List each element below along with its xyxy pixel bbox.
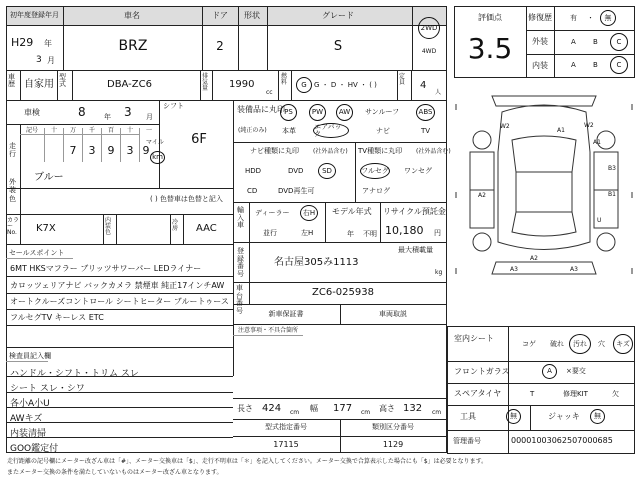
eq-abs-circled: ABS — [416, 104, 435, 121]
category-label: 車歴 — [8, 73, 15, 88]
fuel-label: 燃料 — [281, 73, 288, 86]
inspector-line: GOO鑑定付 — [10, 444, 59, 454]
seat-scratch-circled: キズ — [613, 334, 633, 354]
tv-oneseg: ワンセグ — [404, 167, 432, 175]
model-label: 型式 — [59, 73, 66, 88]
new-car-warranty: 新車保証書 — [268, 310, 304, 318]
import-parallel: 並行 — [263, 229, 277, 237]
inspector-line: AWキズ — [10, 414, 43, 424]
exterior-note: ( ) 色替車は色替と記入 — [150, 195, 223, 203]
score-value: 3.5 — [467, 32, 513, 65]
color-code-label: カラー No. — [7, 217, 20, 236]
sales-point-line: フルセグTV キーレス ETC — [10, 313, 104, 322]
diag-b3: B3 — [608, 165, 616, 172]
inspection-month-unit: 月 — [146, 113, 153, 121]
repair-none-circled: 無 — [600, 10, 616, 26]
diag-u: U — [597, 217, 602, 224]
digit-head-6: 一 — [145, 127, 153, 134]
recycle-label: リサイクル預託金 — [383, 207, 446, 216]
interior-color-label: 内装色 — [105, 217, 112, 236]
digit-head-5: 十 — [126, 127, 134, 134]
eq-aw-circled: AW — [336, 104, 353, 121]
digit-head-2: 万 — [69, 127, 77, 134]
model-year-year: 年 — [347, 230, 354, 238]
model-year-label: モデル年式 — [332, 207, 372, 216]
diag-a3-l: A3 — [510, 266, 518, 273]
import-right-circled: 右H — [300, 205, 318, 221]
glass-a-circled: A — [542, 364, 557, 379]
drive-4wd: 4WD — [421, 48, 437, 55]
capacity-label: 定員 — [399, 73, 406, 86]
grade-label: グレード — [322, 11, 354, 20]
width-value: 177 — [333, 403, 353, 414]
eq-sunroof: サンルーフ — [365, 108, 400, 116]
height-label: 高さ — [379, 404, 395, 413]
eq-pw-circled: PW — [309, 104, 326, 121]
mileage-digit: 9 — [142, 144, 150, 157]
mileage-digit: 3 — [126, 144, 134, 157]
month-value: 3 — [36, 55, 42, 65]
width-label: 幅 — [310, 404, 318, 413]
tv-sub: (社外品含む) — [416, 148, 451, 155]
glass-label: フロントガラス — [454, 367, 510, 376]
import-label: 輸入車 — [237, 206, 244, 230]
shift-label: シフト — [163, 102, 184, 110]
sales-point-line: オートクルーズコントロール シートヒーター ブルートゥース — [10, 297, 229, 306]
recycle-value: 10,180 — [385, 224, 424, 237]
int-grade-b: B — [593, 61, 598, 69]
model-value: DBA-ZC6 — [107, 79, 152, 90]
navi-label: ナビ種類に丸印 — [250, 147, 299, 155]
jack-label: ジャッキ — [548, 412, 580, 421]
category-value: 自家用 — [24, 79, 54, 90]
fuel-options: G ・ D ・ HV ・ ( ) — [314, 81, 377, 89]
digit-head-1: 十 — [50, 127, 58, 134]
spare-kit: 修理KIT — [563, 390, 588, 398]
glass-replace: ×要交 — [566, 367, 586, 375]
inspection-year-unit: 年 — [104, 113, 111, 121]
mileage-digit: 3 — [88, 144, 96, 157]
vehicle-manual: 車両取説 — [379, 310, 407, 318]
tv-fullseg-circled: フルセグ — [360, 163, 390, 179]
ac-label: 冷房 — [172, 219, 179, 232]
cc-unit: cc — [266, 89, 273, 96]
tool-label: 工具 — [460, 412, 476, 421]
displacement-label: 排気量 — [202, 73, 209, 92]
ac-value: AAC — [196, 223, 217, 234]
diag-a2-c: A2 — [530, 255, 538, 262]
displacement-value: 1990 — [229, 79, 255, 90]
score-label: 評価点 — [478, 13, 502, 22]
door-label: ドア — [212, 11, 228, 20]
year-suffix: 年 — [44, 39, 52, 48]
sales-point-line: 6MT HKSマフラー ブリッツサワーパー LEDライナー — [10, 264, 202, 273]
mileage-digit: 9 — [107, 144, 115, 157]
inspector-line: ハンドル・シフト・トリム スレ — [10, 369, 139, 379]
max-load-label: 最大積載量 — [398, 246, 433, 254]
navi-hdd: HDD — [245, 167, 262, 175]
int-grade-c-circled: C — [610, 56, 628, 74]
tv-label: TV種類に丸印 — [358, 147, 403, 155]
diag-a2-l: A2 — [478, 192, 486, 199]
kg-unit: kg — [435, 269, 443, 276]
length-label: 長さ — [237, 404, 253, 413]
shift-value: 6F — [191, 132, 207, 147]
car-name-label: 車名 — [124, 11, 140, 20]
grade-value: S — [333, 39, 343, 54]
inspection-year: 8 — [78, 105, 86, 119]
era-value: H29 — [11, 36, 34, 49]
inspector-label: 検査員記入欄 — [9, 352, 51, 360]
person-unit: 人 — [435, 89, 442, 96]
ext-grade-b: B — [593, 38, 598, 46]
interior-eval-label: 内装 — [532, 61, 548, 70]
ext-grade-c-circled: C — [610, 33, 628, 51]
navi-cd: CD — [247, 187, 258, 195]
sales-point-line: カロッツェリアナビ バックカメラ 禁煙車 純正17インチAW — [10, 281, 225, 290]
navi-sd-circled: SD — [318, 163, 336, 179]
tv-analog: アナログ — [362, 187, 390, 195]
class-value: 1129 — [382, 440, 404, 449]
equipment-sub: (純正のみ) — [238, 127, 267, 134]
spec-label: 型式指定番号 — [265, 423, 307, 431]
notes-label: 注意事項・不具合箇所 — [238, 327, 299, 334]
sales-points-label: セールスポイント — [9, 249, 65, 257]
navi-dvd-play: DVD再生可 — [278, 187, 315, 195]
spare-label: スペアタイヤ — [454, 389, 502, 398]
ext-grade-a: A — [571, 38, 576, 46]
km-circled: km — [150, 151, 165, 164]
inspection-month: 3 — [124, 105, 132, 119]
chassis-label: 車台番号 — [236, 284, 243, 316]
digit-head-4: 百 — [107, 127, 115, 134]
exterior-color: ブルー — [34, 172, 64, 183]
registration-value: 名古屋305み1113 — [274, 257, 359, 268]
car-name-value: BRZ — [118, 38, 148, 54]
inspector-line: 各小A小U — [10, 399, 50, 409]
month-suffix: 月 — [47, 56, 55, 65]
door-value: 2 — [216, 39, 224, 53]
mgmt-label: 管理番号 — [453, 437, 481, 445]
exterior-eval-label: 外装 — [532, 37, 548, 46]
car-damage-diagram — [452, 92, 636, 284]
repair-yes: 有 — [570, 14, 577, 22]
diag-a1: A1 — [557, 127, 565, 134]
footer-line-2: またメーター交換の条件を満たしていないものはメーター改ざん車となります。 — [7, 469, 223, 476]
inspector-line: シート スレ・シワ — [10, 384, 85, 394]
diag-a3-r: A3 — [570, 266, 578, 273]
eq-leather: 本革 — [282, 127, 296, 135]
repair-dot: ・ — [587, 14, 594, 22]
eq-airbag-circled: エアバック — [313, 123, 349, 138]
seat-hole: 穴 — [598, 340, 605, 348]
diag-a1-b: A1 — [593, 139, 601, 146]
inspection-label: 車検 — [24, 108, 40, 117]
seat-tear: 破れ — [550, 340, 564, 348]
mile-label: マイル — [146, 139, 164, 146]
footer-line-1: 走行距離の記号欄にメーター改ざん車は「#」、メーター交換車は「$」、走行不明車は「＊」を記入してください。メーター交換で合算表示した場合にも「$」は必要となります。 — [7, 458, 488, 465]
tool-none-circled: 無 — [506, 409, 521, 424]
inspector-line: 内装清掃 — [10, 429, 47, 439]
eq-navi: ナビ — [376, 127, 390, 135]
repair-label: 修復歴 — [528, 13, 552, 22]
navi-dvd: DVD — [288, 167, 304, 175]
eq-tv: TV — [421, 127, 431, 135]
capacity-value: 4 — [420, 80, 427, 91]
seat-dirt-circled: 汚れ — [569, 334, 591, 354]
digit-head-3: 千 — [88, 127, 96, 134]
exterior-label: 外装色 — [9, 178, 16, 203]
drive-2wd-circled: 2WD — [418, 17, 440, 39]
shape-label: 形状 — [244, 11, 260, 20]
first-reg-label: 初年度登録年月 — [10, 11, 59, 19]
width-cm: cm — [361, 409, 371, 416]
height-cm: cm — [432, 409, 442, 416]
color-code-value: K7X — [36, 223, 56, 234]
spare-none: 欠 — [612, 390, 619, 398]
mileage-label: 走行 — [9, 142, 16, 159]
navi-sub: (社外品含む) — [313, 148, 348, 155]
seat-label: 室内シート — [454, 334, 494, 343]
eq-ps-circled: PS — [280, 104, 297, 121]
model-year-unknown: 不明 — [363, 230, 377, 238]
recycle-yen: 円 — [434, 229, 441, 237]
length-cm: cm — [290, 409, 300, 416]
digit-head-0: 記号 — [25, 127, 39, 134]
mgmt-value: 00001003062507000685 — [511, 436, 613, 445]
diag-w2-r: W2 — [584, 122, 594, 129]
class-label: 類別区分番号 — [372, 423, 414, 431]
fuel-g-circled: G — [296, 77, 312, 93]
diag-b1: B1 — [608, 191, 616, 198]
length-value: 424 — [262, 403, 282, 414]
registration-label: 登録番号 — [237, 247, 244, 279]
chassis-value: ZC6-025938 — [312, 287, 374, 298]
int-grade-a: A — [571, 61, 576, 69]
height-value: 132 — [403, 403, 423, 414]
seat-scorch: コゲ — [522, 340, 536, 348]
import-left: 左H — [301, 229, 314, 237]
jack-none-circled: 無 — [590, 409, 605, 424]
mileage-digit: 7 — [69, 144, 77, 157]
equipment-label: 装備品に丸印 — [237, 105, 285, 114]
diag-w2-l: W2 — [500, 123, 510, 130]
spare-t: T — [530, 390, 535, 398]
spec-value: 17115 — [273, 440, 299, 449]
import-dealer: ディーラー — [255, 209, 290, 217]
